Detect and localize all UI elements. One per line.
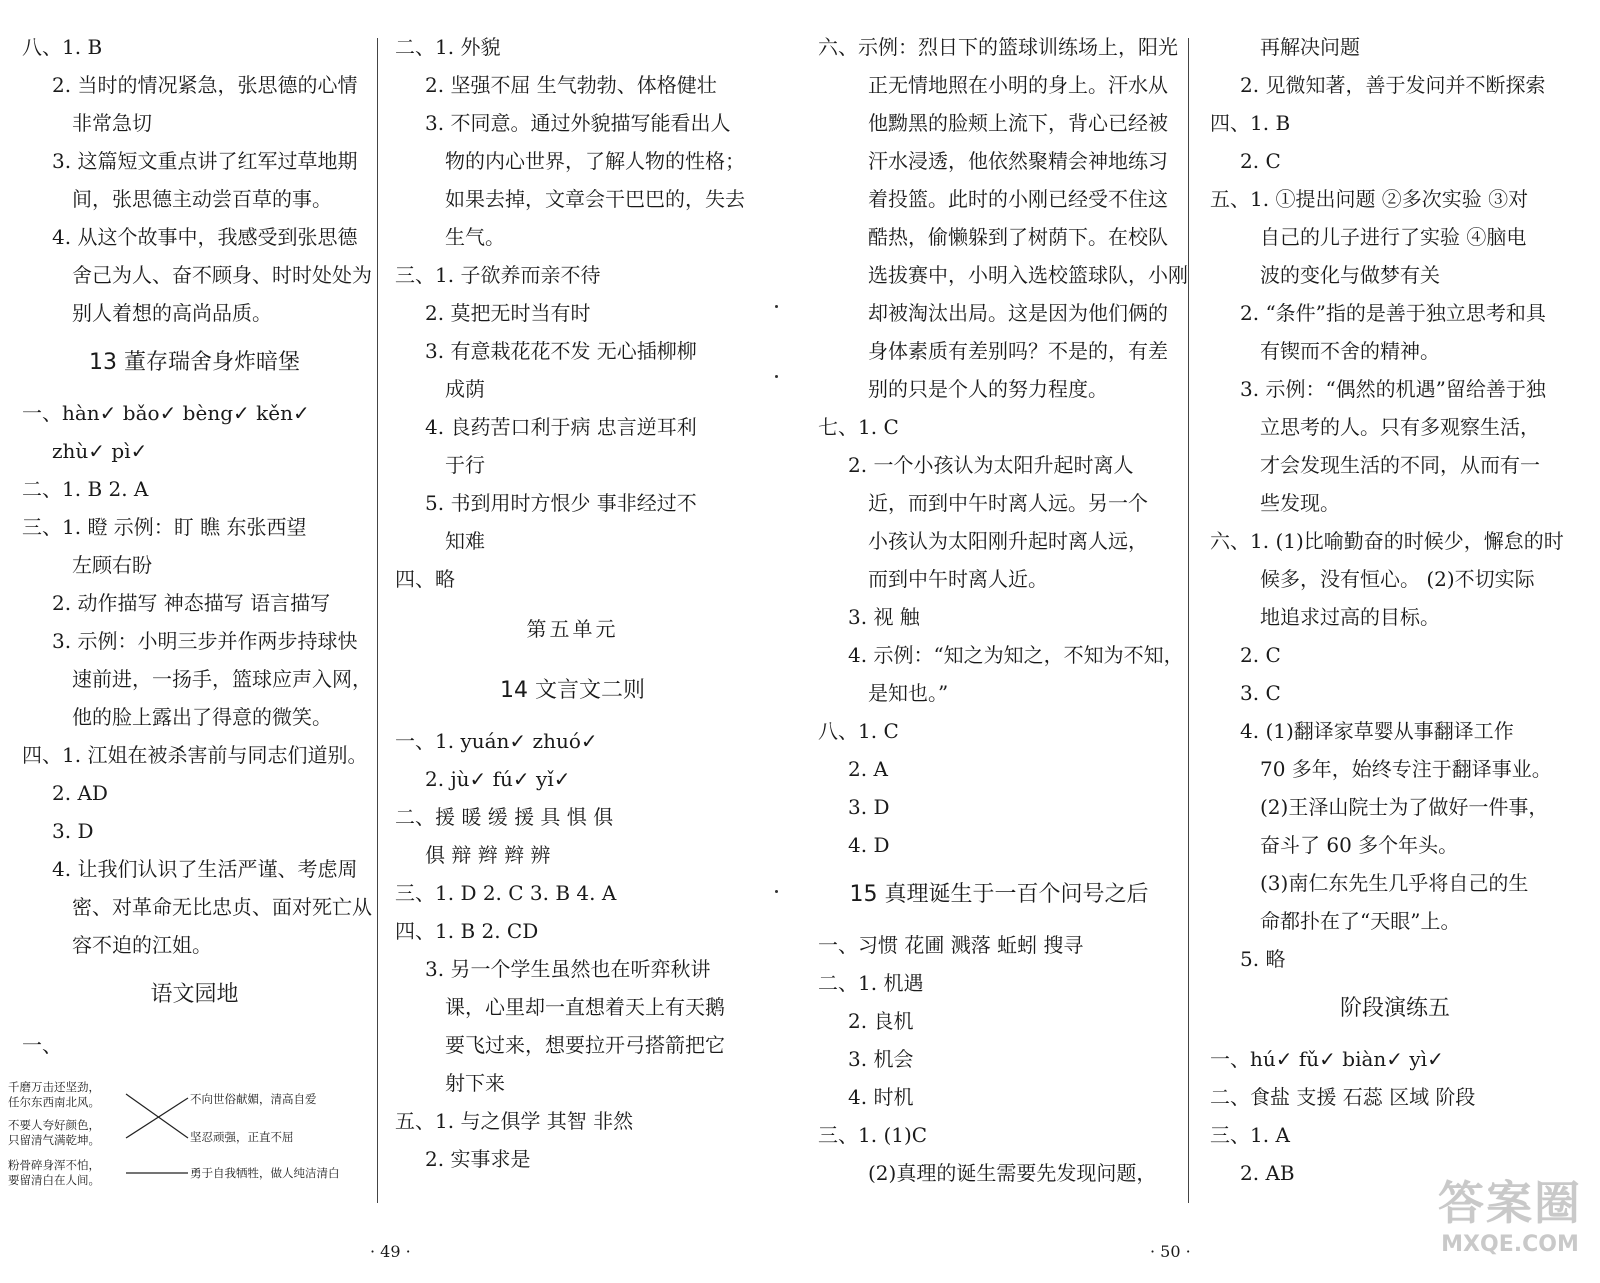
answer-line: 3. D (848, 795, 890, 819)
answer-line: 二、援 暖 缓 援 具 惧 俱 (395, 805, 614, 829)
answer-line: 却被淘汰出局。这是因为他们俩的 (868, 301, 1168, 325)
answer-line: 非常急切 (72, 111, 152, 135)
poem-matching-figure (8, 1080, 360, 1190)
answer-line: 3. 不同意。通过外貌描写能看出人 (425, 111, 731, 135)
answer-line: 再解决问题 (1260, 35, 1360, 59)
answer-line: 3. 视 触 (848, 605, 920, 629)
answer-line: 3. 有意栽花花不发 无心插柳柳 (425, 339, 697, 363)
section-heading: 语文园地 (150, 982, 239, 1007)
answer-line: 俱 辩 辫 辫 辨 (425, 843, 551, 867)
answer-line: 舍己为人、奋不顾身、时时处处为 (72, 263, 372, 287)
page-number-left: · 49 · (370, 1242, 411, 1261)
answer-line: 于行 (445, 453, 485, 477)
answer-line: 才会发现生活的不同，从而有一 (1260, 453, 1540, 477)
answer-line: 六、1. (1)比喻勤奋的时候少，懈怠的时 (1210, 529, 1564, 553)
section-heading: 15 真理诞生于一百个问号之后 (849, 882, 1149, 907)
answer-line: 选拔赛中，小明入选校篮球队，小刚 (868, 263, 1188, 287)
answer-line: 4. 时机 (848, 1085, 914, 1109)
answer-line: 2. C (1240, 643, 1281, 667)
dot-mark (775, 890, 778, 893)
column-3 (818, 28, 1188, 1192)
section-heading: 第五单元 (526, 617, 619, 641)
answer-line: 三、1. D 2. C 3. B 4. A (395, 881, 617, 905)
section-heading: 13 董存瑞舍身炸暗堡 (89, 350, 300, 375)
poem-line: 千磨万击还坚劲， (8, 1080, 100, 1094)
answer-line: 酷热，偷懒躲到了树荫下。在校队 (868, 225, 1168, 249)
answer-line: 课，心里却一直想着天上有天鹅 (445, 995, 725, 1019)
poem-line: 只留清气满乾坤。 (8, 1133, 100, 1147)
answer-line: 5. 略 (1240, 947, 1286, 971)
poem-meaning: 坚忍顽强，正直不屈 (190, 1130, 294, 1144)
answer-line: 二、1. 机遇 (818, 971, 924, 995)
answer-line: 一、hàn✓ bǎo✓ bèng✓ kěn✓ (22, 401, 310, 425)
answer-line: 间，张思德主动尝百草的事。 (72, 187, 332, 211)
answer-line: 五、1. 与之俱学 其智 非然 (395, 1109, 634, 1133)
answer-line: 八、1. C (818, 719, 899, 743)
answer-line: 2. 当时的情况紧急，张思德的心情 (52, 73, 358, 97)
answer-line: 2. jù✓ fú✓ yǐ✓ (425, 767, 571, 791)
answer-line: 一、习惯 花圃 溅落 蚯蚓 搜寻 (818, 933, 1084, 957)
answer-line: 2. 一个小孩认为太阳升起时离人 (848, 453, 1134, 477)
answer-line: 三、1. 子欲养而亲不待 (395, 263, 601, 287)
answer-line: 3. 示例：“偶然的机遇”留给善于独 (1240, 377, 1546, 401)
answer-line: 波的变化与做梦有关 (1260, 263, 1440, 287)
answer-line: 七、1. C (818, 415, 899, 439)
answer-line: 2. AB (1240, 1161, 1295, 1185)
answer-line: 4. D (848, 833, 890, 857)
answer-line: 要飞过来，想要拉开弓搭箭把它 (445, 1033, 725, 1057)
answer-line: 3. C (1240, 681, 1281, 705)
answer-line: 3. 另一个学生虽然也在听弈秋讲 (425, 957, 711, 981)
answer-line: 3. 示例：小明三步并作两步持球快 (52, 629, 358, 653)
answer-line: 3. 机会 (848, 1047, 914, 1071)
answer-line: 一、1. yuán✓ zhuó✓ (395, 729, 598, 753)
answer-line: 2. 见微知著，善于发问并不断探索 (1240, 73, 1546, 97)
answer-line: 三、1. (1)C (818, 1123, 928, 1147)
answer-line: 候多，没有恒心。 (2)不切实际 (1260, 567, 1535, 591)
answer-line: 2. C (1240, 149, 1281, 173)
poem-line: 不要人夸好颜色， (8, 1118, 100, 1132)
column-1 (22, 28, 372, 1064)
answer-line: 二、食盐 支援 石蕊 区域 阶段 (1210, 1085, 1476, 1109)
answer-line: (2)王泽山院士为了做好一件事， (1260, 795, 1549, 819)
answer-line: 2. 莫把无时当有时 (425, 301, 591, 325)
matching-lines (8, 1080, 360, 1190)
answer-line: 2. AD (52, 781, 108, 805)
poem-meaning: 勇于自我牺牲，做人纯洁清白 (190, 1166, 340, 1180)
poem-line: 要留清白在人间。 (8, 1173, 100, 1187)
answer-line: 射下来 (445, 1071, 505, 1095)
watermark-logo (1430, 1175, 1590, 1275)
answer-line: 知难 (445, 529, 485, 553)
answer-line: 正无情地照在小明的身上。汗水从 (868, 73, 1168, 97)
answer-line: 生气。 (445, 225, 505, 249)
answer-line: 三、1. A (1210, 1123, 1290, 1147)
answer-line: 立思考的人。只有多观察生活， (1260, 415, 1540, 439)
answer-line: 近，而到中午时离人远。另一个 (868, 491, 1148, 515)
dot-mark (775, 375, 778, 378)
poem-line: 任尔东西南北风。 (8, 1095, 100, 1109)
answer-line: 别人着想的高尚品质。 (72, 301, 272, 325)
answer-line: 是知也。” (868, 681, 949, 705)
column-2 (395, 28, 750, 1178)
answer-line: 2. 实事求是 (425, 1147, 531, 1171)
section-heading: 阶段演练五 (1339, 996, 1450, 1021)
answer-line: 他的脸上露出了得意的微笑。 (72, 705, 332, 729)
answer-line: 密、对革命无比忠贞、面对死亡从 (72, 895, 372, 919)
answer-line: 二、1. B 2. A (22, 477, 149, 501)
answer-line: 命都扑在了“天眼”上。 (1260, 909, 1461, 933)
answer-line: 2. A (848, 757, 888, 781)
answer-line: 3. 这篇短文重点讲了红军过草地期 (52, 149, 358, 173)
answer-line: 3. D (52, 819, 94, 843)
answer-line: 二、1. 外貌 (395, 35, 501, 59)
answer-line: 六、示例：烈日下的篮球训练场上，阳光 (818, 35, 1178, 59)
answer-line: 2. 动作描写 神态描写 语言描写 (52, 591, 331, 615)
answer-line: 4. (1)翻译家草婴从事翻译工作 (1240, 719, 1514, 743)
answer-line: (3)南仁东先生几乎将自己的生 (1260, 871, 1529, 895)
answer-line: 一、hú✓ fǔ✓ biàn✓ yì✓ (1210, 1047, 1444, 1071)
answer-line: zhù✓ pì✓ (52, 439, 148, 463)
answer-line: 容不迫的江姐。 (72, 933, 212, 957)
answer-line: 4. 示例：“知之为知之，不知为不知， (848, 643, 1184, 667)
answer-line: 成荫 (445, 377, 485, 401)
answer-line: 物的内心世界，了解人物的性格； (445, 149, 745, 173)
answer-line: 小孩认为太阳刚升起时离人远， (868, 529, 1148, 553)
answer-line: 左顾右盼 (72, 553, 152, 577)
answer-line: 四、1. B (1210, 111, 1291, 135)
answer-line: 4. 良药苦口利于病 忠言逆耳利 (425, 415, 697, 439)
answer-line: 五、1. ①提出问题 ②多次实验 ③对 (1210, 187, 1529, 211)
answer-line: 八、1. B (22, 35, 103, 59)
answer-line: (2)真理的诞生需要先发现问题， (868, 1161, 1157, 1185)
answer-line: 2. “条件”指的是善于独立思考和具 (1240, 301, 1546, 325)
column-4 (1210, 28, 1580, 1192)
watermark-title: 答案圈 (1438, 1176, 1582, 1230)
answer-line: 速前进，一扬手，篮球应声入网， (72, 667, 372, 691)
answer-line: 他黝黑的脸颊上流下，背心已经被 (868, 111, 1168, 135)
answer-line: 三、1. 瞪 示例：盯 瞧 东张西望 (22, 515, 307, 539)
answer-line: 四、1. 江姐在被杀害前与同志们道别。 (22, 743, 368, 767)
dot-mark (775, 305, 778, 308)
answer-line: 地追求过高的目标。 (1260, 605, 1440, 629)
answer-line: 5. 书到用时方恨少 事非经过不 (425, 491, 697, 515)
answer-line: 奋斗了 60 多个年头。 (1260, 833, 1459, 857)
answer-line: 4. 让我们认识了生活严谨、考虑周 (52, 857, 358, 881)
poem-line: 粉骨碎身浑不怕， (8, 1158, 100, 1172)
page-number-right: · 50 · (1150, 1242, 1191, 1261)
answer-line: 些发现。 (1260, 491, 1340, 515)
answer-line: 着投篮。此时的小刚已经受不住这 (868, 187, 1168, 211)
divider-line (1188, 38, 1189, 1203)
answer-line: 身体素质有差别吗？不是的，有差 (868, 339, 1168, 363)
answer-line: 四、略 (395, 567, 455, 591)
answer-line: 一、 (22, 1033, 62, 1057)
answer-line: 70 多年，始终专注于翻译事业。 (1260, 757, 1552, 781)
divider-line (377, 38, 378, 1203)
answer-line: 如果去掉，文章会干巴巴的，失去 (445, 187, 745, 211)
answer-line: 四、1. B 2. CD (395, 919, 539, 943)
answer-line: 4. 从这个故事中，我感受到张思德 (52, 225, 358, 249)
answer-line: 而到中午时离人近。 (868, 567, 1048, 591)
section-heading: 14 文言文二则 (500, 678, 645, 703)
answer-line: 2. 坚强不屈 生气勃勃、体格健壮 (425, 73, 717, 97)
answer-line: 有锲而不舍的精神。 (1260, 339, 1440, 363)
answer-line: 2. 良机 (848, 1009, 914, 1033)
watermark-url: MXQE.COM (1441, 1232, 1579, 1257)
answer-line: 别的只是个人的努力程度。 (868, 377, 1108, 401)
poem-meaning: 不向世俗献媚，清高自爱 (190, 1092, 317, 1106)
answer-line: 汗水浸透，他依然聚精会神地练习 (868, 149, 1168, 173)
answer-line: 自己的儿子进行了实验 ④脑电 (1260, 225, 1527, 249)
